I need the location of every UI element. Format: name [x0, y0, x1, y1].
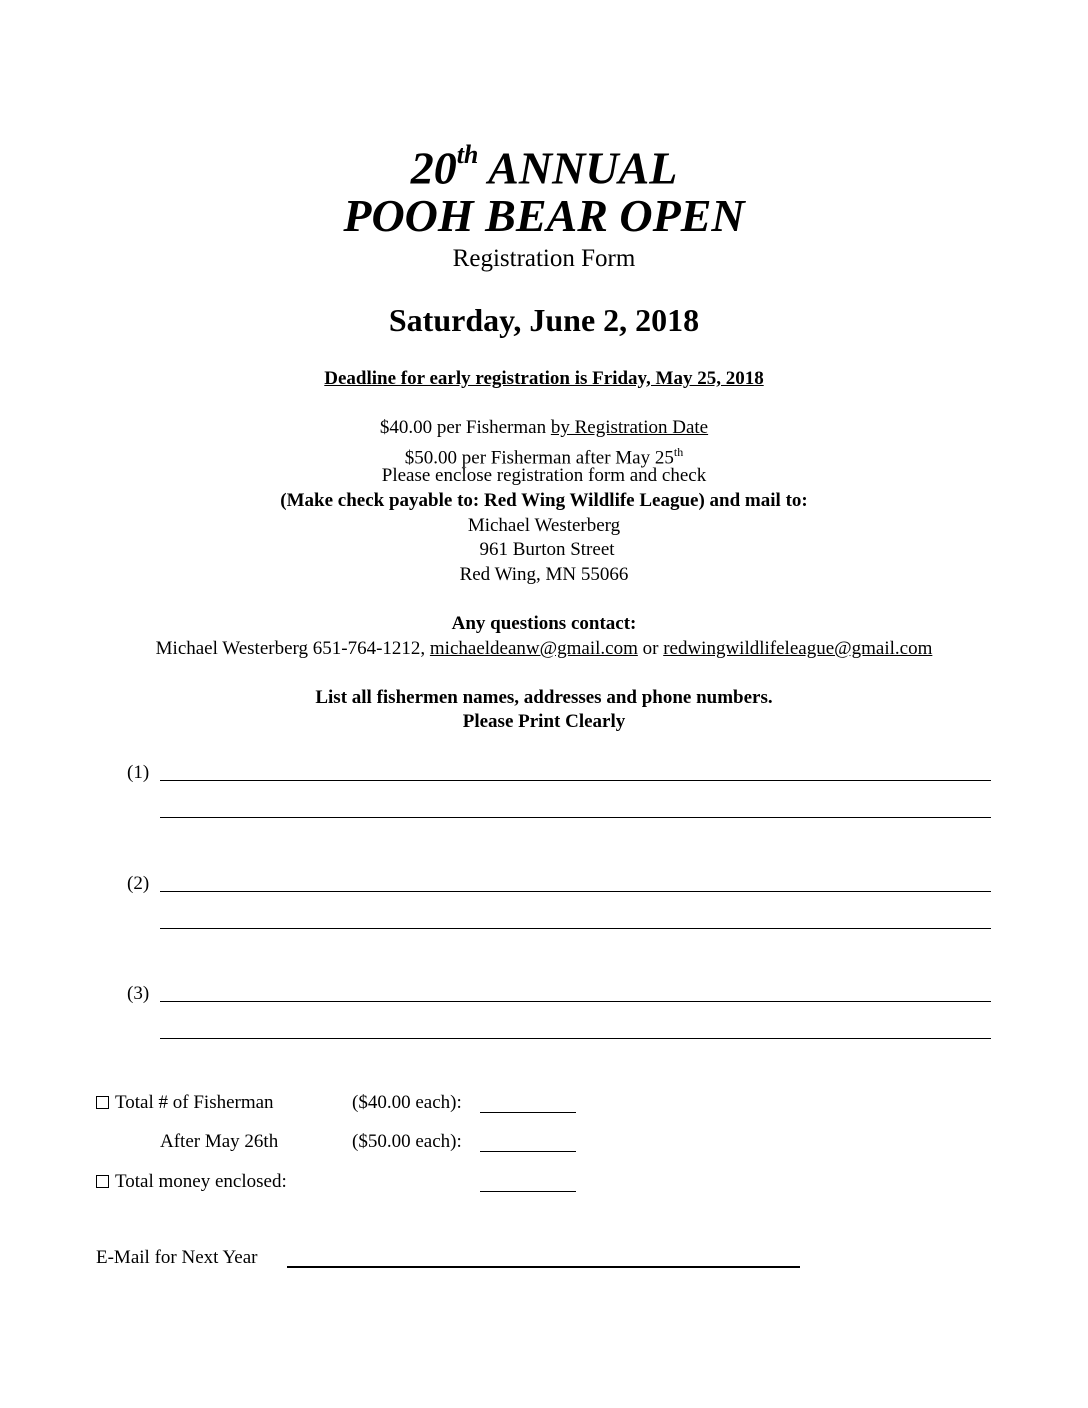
- mail-city: Red Wing, MN 55066: [459, 564, 629, 585]
- form-subtitle: Registration Form: [452, 245, 636, 272]
- instructions-line-1: List all fishermen names, addresses and phone numbers.: [315, 687, 773, 708]
- early-price: $40.00 per Fisherman: [379, 417, 547, 438]
- entry-3-line-2[interactable]: [160, 1038, 991, 1039]
- entry-1-line-2[interactable]: [160, 817, 991, 818]
- enclose-note: Please enclose registration form and check: [381, 465, 707, 486]
- entry-label-3: (3): [127, 983, 150, 1004]
- mail-street: 961 Burton Street: [479, 539, 615, 560]
- event-date: Saturday, June 2, 2018: [388, 302, 700, 338]
- total-money-label: Total money enclosed:: [115, 1171, 287, 1192]
- late-price: $50.00 per Fisherman after May 25: [404, 447, 674, 469]
- contact-or: or: [642, 638, 659, 659]
- entry-2-line-2[interactable]: [160, 928, 991, 929]
- after-field[interactable]: [480, 1151, 576, 1152]
- contact-email-2[interactable]: redwingwildlifeleague@gmail.com: [663, 638, 933, 659]
- total-money-row: [96, 1170, 287, 1194]
- payable-note: (Make check payable to: Red Wing Wildlife League) and mail to:: [280, 490, 808, 511]
- contact-email-1[interactable]: michaeldeanw@gmail.com: [429, 638, 638, 659]
- entry-1-line-1[interactable]: [160, 780, 991, 781]
- entry-2-line-1[interactable]: [160, 891, 991, 892]
- total-fisherman-label: Total # of Fisherman: [115, 1092, 274, 1113]
- entry-label-2: (2): [127, 873, 150, 894]
- entry-label-1: (1): [127, 762, 150, 783]
- title-number: 20: [410, 142, 457, 194]
- title-word: ANNUAL: [488, 142, 678, 194]
- entry-3-line-1[interactable]: [160, 1001, 991, 1002]
- total-fisherman-field[interactable]: [480, 1112, 576, 1113]
- total-money-field[interactable]: [480, 1191, 576, 1192]
- contact-line: [0, 637, 1088, 661]
- after-label: After May 26th: [160, 1131, 279, 1152]
- email-next-year-field[interactable]: [287, 1266, 800, 1268]
- after-rate: ($50.00 each):: [352, 1131, 462, 1152]
- checkbox-icon[interactable]: [96, 1175, 109, 1188]
- page-title: [0, 132, 1088, 195]
- total-fisherman-row: [96, 1091, 274, 1115]
- early-price-line: [0, 416, 1088, 440]
- mail-name: Michael Westerberg: [467, 515, 621, 536]
- deadline-note: Deadline for early registration is Friday, May 25, 2018: [324, 368, 764, 389]
- early-condition: by Registration Date: [550, 417, 709, 438]
- contact-heading: Any questions contact:: [451, 613, 637, 634]
- total-fisherman-rate: ($40.00 each):: [352, 1092, 462, 1113]
- event-name: POOH BEAR OPEN: [343, 190, 745, 241]
- checkbox-icon[interactable]: [96, 1096, 109, 1109]
- email-next-year-label: E-Mail for Next Year: [96, 1247, 258, 1268]
- contact-name-phone: Michael Westerberg 651-764-1212,: [155, 638, 426, 659]
- instructions-line-2: Please Print Clearly: [462, 711, 626, 732]
- title-suffix: th: [456, 140, 479, 169]
- late-price-suffix: th: [673, 445, 684, 459]
